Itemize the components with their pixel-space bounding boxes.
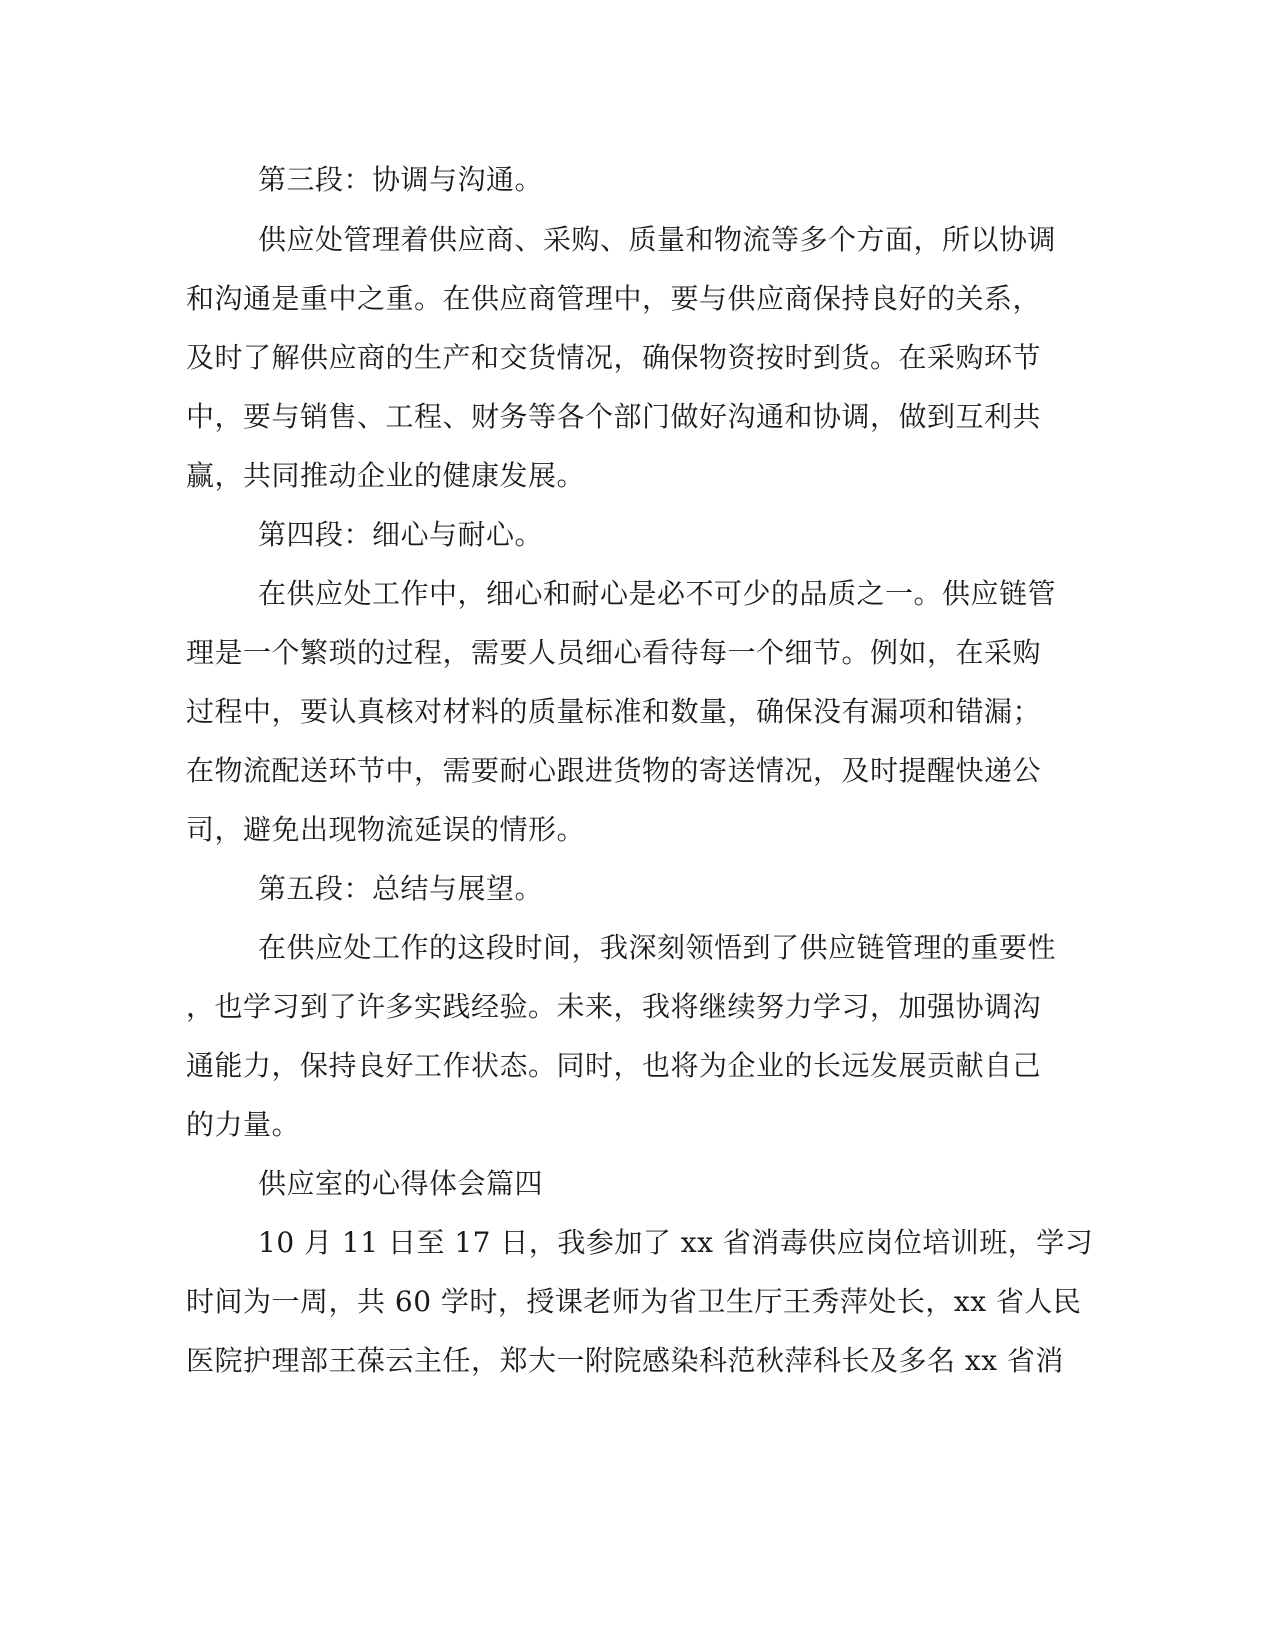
- paragraph-line: 时间为一周，共 60 学时，授课老师为省卫生厅王秀萍处长，xx 省人民: [186, 1285, 1082, 1318]
- paragraph-line: 司，避免出现物流延误的情形。: [186, 813, 586, 846]
- paragraph-line: 供应处管理着供应商、采购、质量和物流等多个方面，所以协调: [258, 223, 1057, 256]
- paragraph-line: 及时了解供应商的生产和交货情况，确保物资按时到货。在采购环节: [186, 341, 1042, 374]
- paragraph-line: 通能力，保持良好工作状态。同时，也将为企业的长远发展贡献自己: [186, 1049, 1042, 1082]
- paragraph-line: 10 月 11 日至 17 日，我参加了 xx 省消毒供应岗位培训班，学习: [258, 1226, 1094, 1259]
- paragraph-line: 在供应处工作的这段时间，我深刻领悟到了供应链管理的重要性: [258, 931, 1057, 964]
- paragraph-line: 和沟通是重中之重。在供应商管理中，要与供应商保持良好的关系，: [186, 282, 1042, 315]
- paragraph-line: 医院护理部王葆云主任，郑大一附院感染科范秋萍科长及多名 xx 省消: [186, 1344, 1064, 1377]
- article-title: 供应室的心得体会篇四: [258, 1167, 544, 1200]
- paragraph-line: 在供应处工作中，细心和耐心是必不可少的品质之一。供应链管: [258, 577, 1057, 610]
- paragraph-line: 理是一个繁琐的过程，需要人员细心看待每一个细节。例如，在采购: [186, 636, 1042, 669]
- paragraph-line: ，也学习到了许多实践经验。未来，我将继续努力学习，加强协调沟: [186, 990, 1042, 1023]
- section-heading: 第四段：细心与耐心。: [258, 518, 544, 551]
- section-heading: 第五段：总结与展望。: [258, 872, 544, 905]
- section-heading: 第三段：协调与沟通。: [258, 163, 544, 196]
- paragraph-line: 赢，共同推动企业的健康发展。: [186, 459, 586, 492]
- paragraph-line: 在物流配送环节中，需要耐心跟进货物的寄送情况，及时提醒快递公: [186, 754, 1042, 787]
- paragraph-line: 中，要与销售、工程、财务等各个部门做好沟通和协调，做到互利共: [186, 400, 1042, 433]
- paragraph-line: 的力量。: [186, 1108, 301, 1141]
- paragraph-line: 过程中，要认真核对材料的质量标准和数量，确保没有漏项和错漏；: [186, 695, 1042, 728]
